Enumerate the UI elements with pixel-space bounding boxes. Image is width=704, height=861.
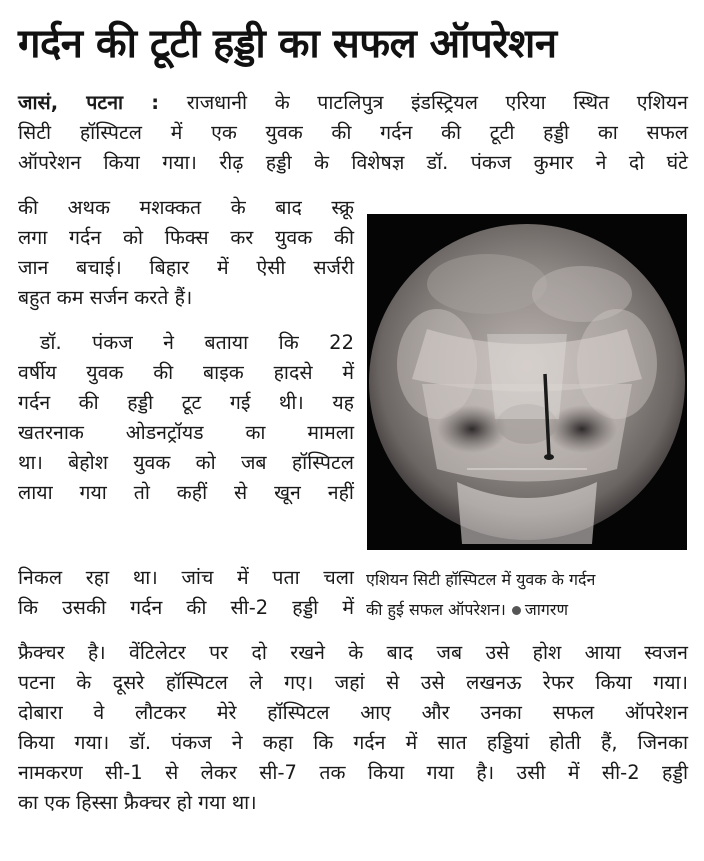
photo-caption-line: एशियन सिटी हॉस्पिटल में युवक के गर्दन [366,570,596,589]
xray-image [367,214,687,550]
article-line: लाया गया तो कहीं से खून नहीं [18,481,354,504]
article-line: जान बचाई। बिहार में ऐसी सर्जरी [18,256,354,279]
photo-caption-line [366,597,568,623]
photo-caption-text: की हुई सफल ऑपरेशन। [366,600,506,619]
article-line: वर्षीय युवक की बाइक हादसे में [18,361,354,384]
article-line [18,88,688,118]
article-text: राजधानी के पाटलिपुत्र इंडस्ट्रियल एरिया स्थित एशियन [186,91,688,114]
article-line: लगा गर्दन को फिक्स कर युवक की [18,226,354,249]
photo-credit: जागरण [524,600,569,619]
article-line: किया गया। डॉ. पंकज ने कहा कि गर्दन में सात हड्डियां होती हैं, जिनका [18,731,688,754]
article-line: का एक हिस्सा फ्रैक्चर हो गया था। [18,791,257,814]
article-line: ऑपरेशन किया गया। रीढ़ हड्डी के विशेषज्ञ डॉ. पंकज कुमार ने दो घंटे [18,151,688,174]
article-line: नामकरण सी-1 से लेकर सी-7 तक किया गया है। उसी में सी-2 हड्डी [18,761,688,784]
article-line: सिटी हॉस्पिटल में एक युवक की गर्दन की टूटी हड्डी का सफल [18,121,688,144]
dateline: जासं, पटना : [18,91,160,114]
xray-photo [367,214,687,550]
article-line: था। बेहोश युवक को जब हॉस्पिटल [18,451,354,474]
article-line: गर्दन की हड्डी टूट गई थी। यह [18,391,354,414]
article-line: की अथक मशक्कत के बाद स्क्रू [18,196,354,219]
bullet-icon [512,606,521,615]
headline: गर्दन की टूटी हड्डी का सफल ऑपरेशन [18,21,557,67]
article-line: बहुत कम सर्जन करते हैं। [18,286,193,309]
article-line: पटना के दूसरे हॉस्पिटल ले गए। जहां से उसे लखनऊ रेफर किया गया। [18,671,688,694]
article-line: कि उसकी गर्दन की सी-2 हड्डी में [18,596,354,619]
article-line: खतरनाक ओडनट्रॉयड का मामला [18,421,354,444]
article-line: दोबारा वे लौटकर मेरे हॉस्पिटल आए और उनका सफल ऑपरेशन [18,701,688,724]
article-line: फ्रैक्चर है। वेंटिलेटर पर दो रखने के बाद जब उसे होश आया स्वजन [18,641,688,664]
article-line: निकल रहा था। जांच में पता चला [18,566,354,589]
article-line: डॉ. पंकज ने बताया कि 22 [40,331,354,354]
